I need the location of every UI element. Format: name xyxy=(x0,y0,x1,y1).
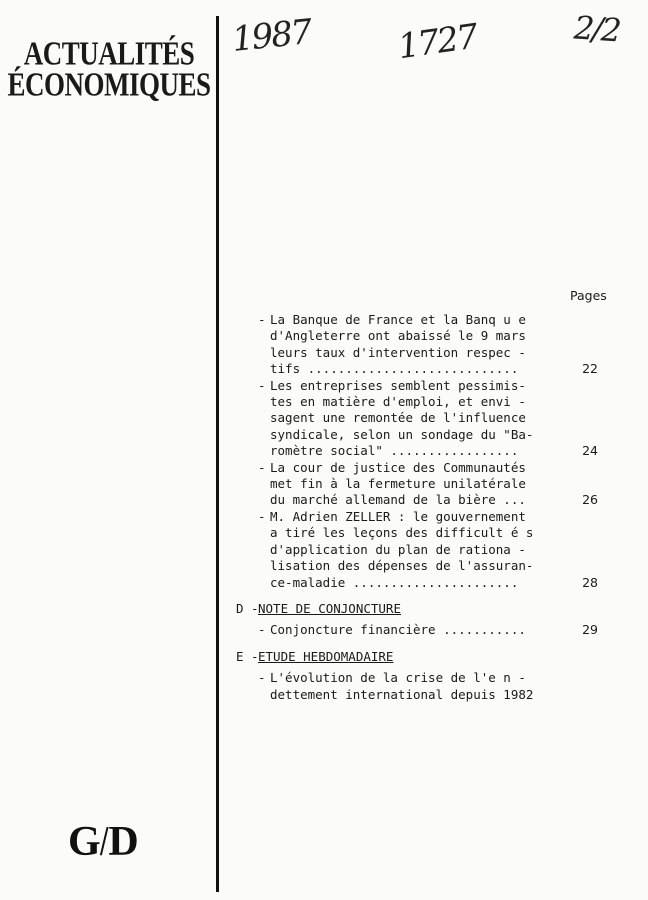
entry-bullet-dash: - xyxy=(258,459,266,475)
section-e-letter: E - xyxy=(236,648,259,664)
masthead-line-1: ACTUALITÉS xyxy=(23,34,195,72)
entry-bullet-dash: - xyxy=(258,312,266,327)
section-e-items xyxy=(236,670,616,703)
entry-page-number: 22 xyxy=(582,361,598,377)
toc-entry xyxy=(236,509,616,591)
section-e-heading xyxy=(236,649,616,665)
gd-logo xyxy=(68,818,135,866)
entry-line: La cour de justice des Communautés xyxy=(270,459,526,475)
section-e-title: ETUDE HEBDOMADAIRE xyxy=(258,648,394,664)
toc-entry xyxy=(236,670,616,703)
entry-bullet-dash: - xyxy=(258,622,266,638)
table-of-contents xyxy=(236,312,616,703)
entry-line: met fin à la fermeture unilatérale xyxy=(270,476,526,492)
logo-letter-g: G xyxy=(68,819,97,865)
toc-entry xyxy=(236,460,616,509)
section-d-items xyxy=(236,622,616,638)
section-d-letter: D - xyxy=(236,600,259,616)
entry-line: du marché allemand de la bière ... xyxy=(270,492,526,508)
entry-line: tes en matière d'emploi, et envi - xyxy=(270,394,526,410)
entry-line: dettement international depuis 1982 xyxy=(270,686,534,702)
entry-line: romètre social" ................. xyxy=(270,443,519,459)
entry-line: lisation des dépenses de l'assuran- xyxy=(270,558,534,574)
masthead-line-2: ÉCONOMIQUES xyxy=(7,65,211,103)
section-c-items xyxy=(236,312,616,591)
entry-line: M. Adrien ZELLER : le gouvernement xyxy=(270,508,526,524)
entry-line: L'évolution de la crise de l'e n - xyxy=(270,670,526,686)
toc-entry xyxy=(236,312,616,378)
handwritten-year: 1987 xyxy=(230,12,313,60)
toc-entry xyxy=(236,622,616,638)
entry-page-number: 26 xyxy=(582,492,598,508)
entry-line: a tiré les leçons des difficult é s xyxy=(270,525,534,541)
entry-line: La Banque de France et la Banq u e xyxy=(270,312,526,327)
entry-line: sagent une remontée de l'influence xyxy=(270,410,526,426)
entry-line: Conjoncture financière ........... xyxy=(270,622,526,638)
pages-column-header: Pages xyxy=(570,288,607,303)
handwritten-page-fraction: 2/2 xyxy=(572,8,621,50)
logo-slash: / xyxy=(99,819,106,865)
entry-line: leurs taux d'intervention respec - xyxy=(270,344,526,360)
entry-line: ce-maladie ...................... xyxy=(270,574,519,590)
publication-masthead xyxy=(4,34,214,103)
entry-line: d'application du plan de rationa - xyxy=(270,541,526,557)
entry-line: Les entreprises semblent pessimis- xyxy=(270,377,526,393)
section-d-title: NOTE DE CONJONCTURE xyxy=(258,600,401,616)
entry-line: d'Angleterre ont abaissé le 9 mars xyxy=(270,328,526,344)
entry-bullet-dash: - xyxy=(258,508,266,524)
handwritten-number: 1727 xyxy=(395,16,479,68)
entry-page-number: 29 xyxy=(582,622,598,638)
entry-bullet-dash: - xyxy=(258,670,266,686)
entry-page-number: 24 xyxy=(582,443,598,459)
section-d-heading xyxy=(236,601,616,617)
entry-line: tifs ............................ xyxy=(270,361,519,377)
logo-letter-d: D xyxy=(108,819,135,865)
vertical-rule xyxy=(216,16,219,892)
entry-bullet-dash: - xyxy=(258,377,266,393)
toc-entry xyxy=(236,378,616,460)
entry-page-number: 28 xyxy=(582,574,598,590)
entry-line: syndicale, selon un sondage du "Ba- xyxy=(270,426,534,442)
